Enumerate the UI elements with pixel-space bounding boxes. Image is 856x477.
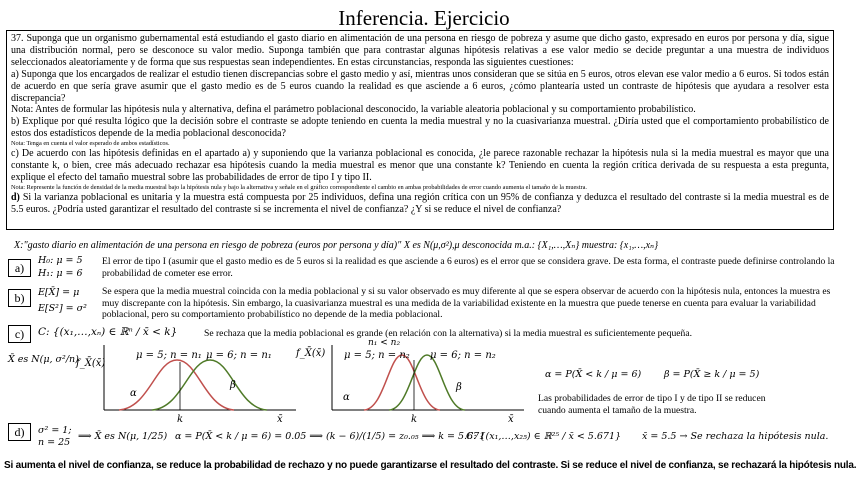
answer-a-text: El error de tipo I (asumir que el gasto medio es de 5 euros si la realidad es que asciende a 6 euros) es el error que se considera grave. De esta forma, el contraste puede definirse controlando la probabilidad de cometer ese error. <box>102 256 835 279</box>
hypothesis-null: H₀: μ = 5 <box>38 255 83 266</box>
statement-d-text: Si la varianza poblacional es unitaria y la muestra está compuesta por 25 individuos, defina una región crítica con un 95% de confianza y deduzca el resultado del contraste si la media muestral es de 5.5 euros. ¿Podría usted garantizar el resultado del contraste si se incrementa el nivel de confianza? ¿Y si se reduce el nivel de confianza? <box>11 191 829 215</box>
graph2-f-label: f_X̄(x̄) <box>296 348 326 359</box>
given-values: σ² = 1; n = 25 <box>38 425 72 448</box>
sample-mean-distribution: X̄ es N(μ, σ²/n) <box>8 354 79 365</box>
answer-d-label: d) <box>8 423 31 441</box>
page-title: Inferencia. Ejercicio <box>338 6 510 30</box>
beta-definition: β = P(X̄ ≥ k / μ = 5) <box>664 369 760 380</box>
critical-region-c: C: {(x₁,…,xₙ) ∈ ℝⁿ / x̄ < k} <box>38 326 178 338</box>
graph2-density-h0 <box>364 355 440 410</box>
answer-b-text: Se espera que la media muestral coincida con la media poblacional y si su valor observado es muy diferente al que se espera observar de acuerdo con la hipótesis nula, entonces la muestra es muy discrepante con la hipótesis. Sin embargo, la cuasivarianza muestral es una medida de la variabilidad existente en la muestra que puede tenerse en cuenta para evaluar la variabilidad poblacional, pero su comportamiento probabilístico no depende de la media poblacional. <box>102 286 831 320</box>
sample-mean-dist-d: ⟹ X̄ es N(μ, 1/25) <box>78 431 168 442</box>
statement-intro: 37. Suponga que un organismo gubernamental está estudiando el gasto diario en alimentación de una persona en riesgo de pobreza y asume que dicho gasto, expresado en euros por persona y día, sigue una distribución normal, pero se desconoce su valor medio. Suponga también que para contrastar algunas hipótesis relativas a ese valor medio se decide preguntar a una muestra de individuos seleccionados aleatoriamente y de forma que sus respuestas sean independientes. En estas circunstancias, responda las siguientes cuestiones: <box>11 33 829 68</box>
test-result: x̄ = 5.5 → Se rechaza la hipótesis nula. <box>642 431 829 442</box>
graph2-density-h1 <box>389 355 465 410</box>
expectation-mean: E[X̄] = μ <box>38 287 80 298</box>
graph1-h1-label: μ = 6; n = n₁ <box>206 350 272 361</box>
graph2-beta: β <box>456 382 462 393</box>
graph1-density-h1 <box>152 360 267 410</box>
density-graphs <box>76 338 564 425</box>
graph-n2 <box>295 338 524 425</box>
exercise-statement <box>6 30 834 230</box>
graph1-k: k <box>177 414 184 425</box>
answer-c-text: Se rechaza que la media poblacional es grande (en relación con la alternativa) si la media muestral es suficientemente pequeña. <box>204 328 692 339</box>
hypothesis-alt: H₁: μ = 6 <box>38 268 83 279</box>
variable-definition: X:"gasto diario en alimentación de una persona en riesgo de pobreza (euros por persona y día)" X es N(μ,σ²),μ desconocida m.a.: {X₁,…,Xₙ} muestra: {x₁,…,xₙ} <box>14 240 659 251</box>
expectation-quasivariance: E[S²] = σ² <box>38 303 87 314</box>
critical-value-calc: α = P(X̄ < k / μ = 6) = 0.05 ⟹ (k − 6)/(1/5) = z₀.₀₅ ⟹ k = 5.671 <box>175 431 486 442</box>
answer-c-conclusion: Las probabilidades de error de tipo I y de tipo II se reducen cuando aumenta el tamaño de la muestra. <box>538 393 766 416</box>
statement-c-note: Nota: Represente la función de densidad de la media muestral bajo la hipótesis nula y bajo la alternativa y señale en el gráfico correspondiente el cambio en ambas probabilidades de error cuando aumenta el tamaño de la muestra. <box>11 183 587 191</box>
graph2-h0-label: μ = 5; n = n₂ <box>344 350 410 361</box>
graph1-f-label: f_X̄(x̄) <box>76 358 106 369</box>
statement-b: b) Explique por qué resulta lógico que la decisión sobre el contraste se adopte teniendo en cuenta la media muestral y no la cuasivarianza muestral. ¿Diría usted que el comportamiento probabilístico de estos dos estadísticos depende de la media poblacional desconocida? <box>11 116 829 140</box>
graph2-h1-label: μ = 6; n = n₂ <box>430 350 496 361</box>
graph1-xaxis-label: x̄ <box>277 414 283 425</box>
graph1-beta: β <box>230 380 236 391</box>
statement-d-label: d) <box>11 191 20 203</box>
answer-a-label: a) <box>8 259 31 277</box>
statement-d <box>11 192 829 216</box>
statement-c: c) De acuerdo con las hipótesis definidas en el apartado a) y suponiendo que la varianza poblacional es conocida, ¿le parece razonable rechazar la hipótesis nula si la media muestral es mayor que una constante k, o bien, cree más adecuado rechazar esa hipótesis cuando la media muestral es menor que una constante k? Teniendo en cuenta la región crítica derivada de su respuesta a esta pregunta, explique el efecto del tamaño muestral sobre las probabilidades de error de tipo I y tipo II. <box>11 148 829 183</box>
graph-n1 <box>75 345 296 425</box>
graph1-h0-label: μ = 5; n = n₁ <box>136 350 202 361</box>
alpha-definition: α = P(X̄ < k / μ = 6) <box>545 369 642 380</box>
graph1-alpha: α <box>130 388 137 399</box>
critical-region-d: C: {(x₁,…,x₂₅) ∈ ℝ²⁵ / x̄ < 5.671} <box>466 431 622 442</box>
answer-b-label: b) <box>8 289 31 307</box>
statement-a-note: Nota: Antes de formular las hipótesis nula y alternativa, defina el parámetro poblacional desconocido, la variable aleatoria poblacional y su comportamiento probabilístico. <box>11 104 696 116</box>
footer-conclusion: Si aumenta el nivel de confianza, se reduce la probabilidad de rechazo y no puede garantizarse el resultado del contraste. Si se reduce el nivel de confianza, se rechazará la hipótesis nula. <box>4 460 856 471</box>
statement-b-note: Nota: Tenga en cuenta el valor esperado de ambos estadísticos. <box>11 140 170 148</box>
graph2-xaxis-label: x̄ <box>508 414 514 425</box>
answer-c-label: c) <box>8 325 31 343</box>
graph2-condition: n₁ < n₂ <box>368 338 401 348</box>
graph1-density-h0 <box>119 360 234 410</box>
graph2-alpha: α <box>343 392 350 403</box>
statement-a: a) Suponga que los encargados de realizar el estudio tienen discrepancias sobre el gasto medio y así, mientras unos consideran que se sitúa en 5 euros, otros elevan ese valor medio a 6 euros. Si todos están de acuerdo en que sería grave asumir que el gasto medio es de 5 euros cuando la realidad es que asciende a 6 euros, ¿cómo plantearía usted un contraste de hipótesis que ayudara a resolver esta discrepancia? <box>11 68 829 104</box>
graph2-k: k <box>411 414 418 425</box>
